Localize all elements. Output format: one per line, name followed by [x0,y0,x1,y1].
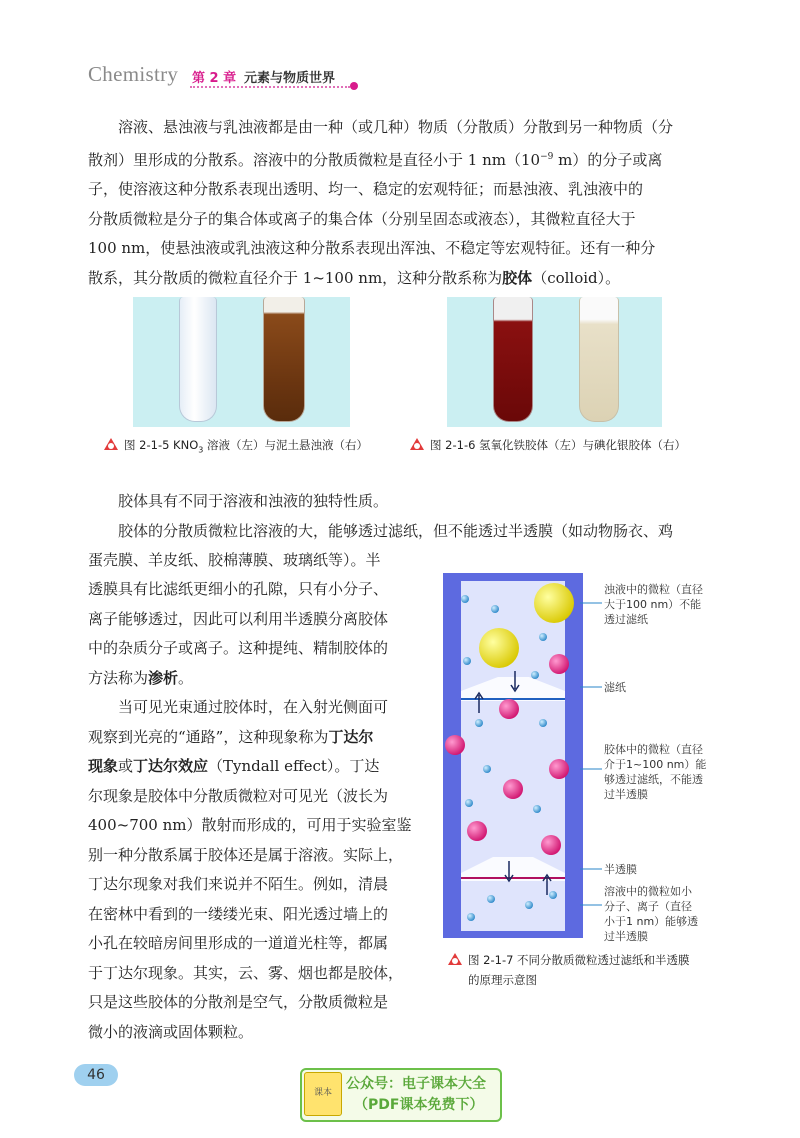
solution-particle [475,719,483,727]
label-line: 够透过滤纸，不能透 [604,773,703,786]
suspension-particle [534,583,574,623]
intro-line [88,264,720,294]
label-line: 浊液中的微粒（直径 [604,583,703,596]
chapter-number: 第 2 章 [192,71,237,86]
body-text-column [88,575,428,1047]
label-line: 胶体中的微粒（直径 [604,743,703,756]
term-tyndall: 丁达尔 [328,727,374,746]
body-line: 离子能够透过，因此可以利用半透膜分离胶体 [88,609,389,628]
body-line: 当可见光束通过胶体时，在入射光侧面可 [118,698,389,716]
solution-particle [549,891,557,899]
colloid-particle [467,821,487,841]
label-line: 透过滤纸 [604,613,648,626]
solution-particle [461,595,469,603]
figure-2-1-5-caption [104,437,368,454]
test-tube-iron-hydroxide [493,297,533,422]
body-line: 400~700 nm）散射而形成的，可用于实验室鉴 [88,816,412,834]
test-tube-mud [263,297,305,422]
intro-line: 分散质微粒是分子的集合体或离子的集合体（分别呈固态或液态），其微粒直径大于 [88,209,636,228]
colloid-particle [445,735,465,755]
body-line: 别一种分散系属于胶体还是属于溶液。实际上， [88,845,404,864]
page-number: 46 [74,1064,118,1086]
triangle-marker-icon [410,438,424,450]
solution-particle [465,799,473,807]
body-line: 胶体具有不同于溶液和浊液的独特性质。 [118,492,389,510]
label-line: 小于1 nm）能够透 [604,915,699,928]
body-text [88,487,720,576]
intro-text: 散剂）里形成的分散系。溶液中的分散质微粒是直径小于 1 nm（10 [88,150,541,169]
intro-line: 子，使溶液这种分散系表现出透明、均一、稳定的宏观特征；而悬浊液、乳浊液中的 [88,180,644,198]
colloid-particle [549,654,569,674]
figure-2-1-6-caption [410,437,686,453]
body-text-span: 方法称为 [88,668,149,687]
body-line: 在密林中看到的一缕缕光束、阳光透过墙上的 [88,904,389,923]
body-text-span: 观察到光亮的“通路”，这种现象称为 [88,727,329,746]
solution-particle [533,805,541,813]
body-line: 小孔在较暗房间里形成的一道道光柱等，都属 [88,934,389,952]
label-colloid [604,742,706,802]
colloid-particle [499,699,519,719]
solution-particle [467,913,475,921]
triangle-marker-icon [448,953,462,965]
caption-text: 溶液（左）与泥土悬浊液（右） [203,438,369,452]
term-colloid: 胶体 [502,268,533,287]
body-line: 胶体的分散质微粒比溶液的大，能够透过滤纸，但不能透过半透膜（如动物肠衣、鸡 [118,521,674,540]
caption-text: 图 2-1-7 不同分散质微粒透过滤纸和半透膜 [468,953,690,967]
figure-2-1-7-caption [448,950,728,990]
body-line: 中的杂质分子或离子。这种提纯、精制胶体的 [88,639,389,657]
solution-particle [539,719,547,727]
colloid-particle [549,759,569,779]
body-line: 蛋壳膜、羊皮纸、胶棉薄膜、玻璃纸等）。半 [88,551,381,569]
chapter-title: 元素与物质世界 [244,71,336,86]
intro-paragraph [88,113,720,293]
badge-line-1: 公众号：电子课本大全 [346,1076,486,1092]
caption-line: 的原理示意图 [468,973,537,987]
body-line: 于丁达尔现象。其实，云、雾、烟也都是胶体， [88,963,404,982]
colloid-particle [541,835,561,855]
book-title: Chemistry [88,62,179,86]
caption-line [448,950,728,970]
caption-text: 图 2-1-5 KNO [124,438,199,452]
body-line: 丁达尔现象对我们来说并不陌生。例如，清晨 [88,875,389,893]
badge-logo-text: 课本 [313,1088,332,1098]
header-dot [350,82,358,90]
badge-logo-icon [304,1072,342,1116]
solution-particle [483,765,491,773]
body-text-span: 或 [118,757,134,775]
photo-kno3-and-mud [133,297,350,427]
label-line: 溶液中的微粒如小 [604,885,692,898]
body-line: 尔现象是胶体中分散质微粒对可见光（波长为 [88,786,389,805]
solution-particle [491,605,499,613]
badge-line-2: （PDF课本免费下） [354,1097,484,1113]
body-line [88,752,428,782]
intro-line [88,143,720,176]
solution-particle [539,633,547,641]
filtration-diagram [443,573,583,938]
solution-particle [463,657,471,665]
header-divider [190,86,350,88]
test-tube-kno3 [179,297,217,422]
body-line [88,723,428,753]
intro-text: （colloid）。 [532,268,621,287]
test-tube-silver-iodide [579,297,619,422]
intro-text: 散系，其分散质的微粒直径介于 1~100 nm，这种分散系称为 [88,268,503,287]
intro-text: m）的分子或离 [553,150,663,169]
label-line: 分子、离子（直径 [604,900,692,913]
subscript: 3 [198,445,204,455]
photo-fe-oh3-and-agi [447,297,662,427]
label-line: 过半透膜 [604,930,648,943]
body-text-span: 。 [178,668,194,687]
label-filter-paper: 滤纸 [604,681,626,694]
label-line: 介于1~100 nm）能 [604,758,707,771]
label-suspension [604,582,703,627]
label-solution [604,884,698,944]
body-line [88,664,428,694]
colloid-particle [503,779,523,799]
term-tyndall-effect: 丁达尔效应 [133,757,209,775]
label-line: 大于100 nm）不能 [604,598,702,611]
solution-particle [487,895,495,903]
body-text-span: （Tyndall effect）。丁达 [208,757,380,775]
term-dialysis: 渗析 [148,668,179,687]
solution-particle [525,901,533,909]
body-line: 透膜具有比滤纸更细小的孔隙，只有小分子、 [88,580,389,598]
superscript: −9 [540,151,554,162]
suspension-particle [479,628,519,668]
intro-line: 100 nm，使悬浊液或乳浊液这种分散系表现出浑浊、不稳定等宏观特征。还有一种分 [88,239,656,257]
body-line: 只是这些胶体的分散剂是空气，分散质微粒是 [88,993,389,1011]
label-line: 过半透膜 [604,788,648,801]
caption-text: 图 2-1-6 氢氧化铁胶体（左）与碘化银胶体（右） [430,438,687,452]
body-line: 微小的液滴或固体颗粒。 [88,1022,254,1041]
label-membrane: 半透膜 [604,863,637,876]
triangle-marker-icon [104,438,118,450]
solution-particle [531,671,539,679]
term-phenomenon: 现象 [88,757,119,775]
intro-line: 溶液、悬浊液与乳浊液都是由一种（或几种）物质（分散质）分散到另一种物质（分 [118,118,674,136]
